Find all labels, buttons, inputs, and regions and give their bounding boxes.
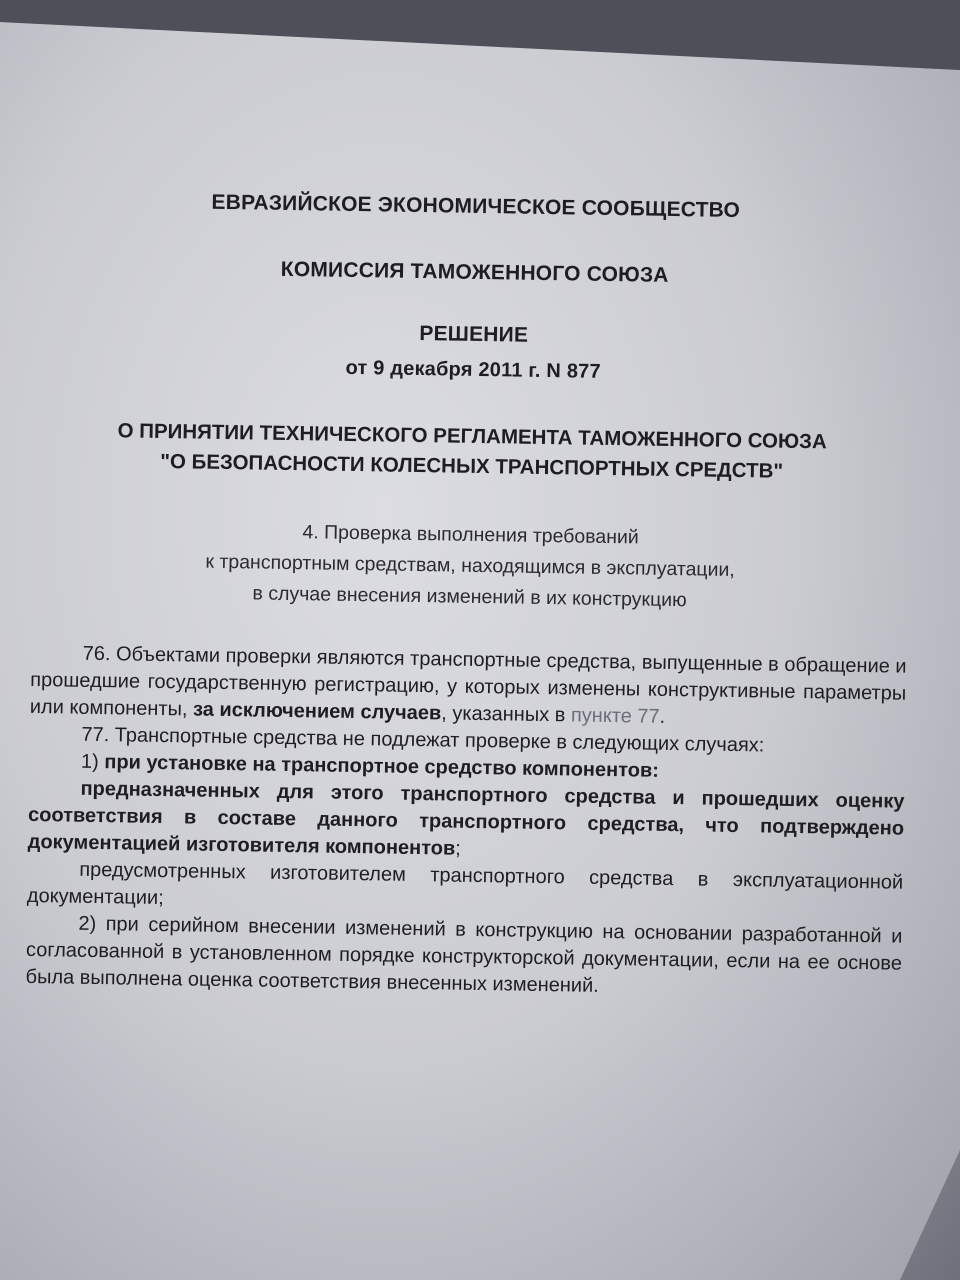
p76-end: . (659, 705, 666, 728)
section-line-3: в случае внесения изменений в их конструкцию (252, 582, 687, 612)
item-1a (28, 775, 905, 870)
item1a-end: ; (455, 837, 462, 860)
item1-bold: при установке на транспортное средство компонентов: (104, 751, 660, 782)
section-heading (31, 513, 908, 620)
paragraph-77: 77. Транспортные средства не подлежат проверке в следующих случаях: (81, 723, 765, 757)
p76-bold: за исключением случаев (192, 698, 442, 725)
document-title (33, 415, 910, 489)
section-line-2: к транспортным средствам, находящимся в эксплуатации, (205, 550, 735, 581)
organization-heading: ЕВРАЗИЙСКОЕ ЭКОНОМИЧЕСКОЕ СООБЩЕСТВО (211, 190, 741, 223)
commission-heading: КОМИССИЯ ТАМОЖЕННОГО СОЮЗА (280, 257, 669, 287)
title-line-2: "О БЕЗОПАСНОСТИ КОЛЕСНЫХ ТРАНСПОРТНЫХ СРЕДСТВ" (160, 449, 784, 483)
document-body (25, 640, 906, 1005)
paragraph-76 (30, 640, 907, 735)
item-2: 2) при серийном внесении изменений в конструкцию на основании разработанной и согласованной в установленном порядке конструкторской документации, если на ее основе была выполнена оценка соответствия внесенных изменений. (25, 912, 903, 997)
decision-date: от 9 декабря 2011 г. N 877 (345, 356, 601, 383)
decision-label: РЕШЕНИЕ (419, 322, 529, 347)
title-line-1: О ПРИНЯТИИ ТЕХНИЧЕСКОГО РЕГЛАМЕНТА ТАМОЖЕННОГО СОЮЗА (117, 419, 827, 454)
p76-text: 76. Объектами проверки являются транспортные средства, выпущенные в обращение и прошедшие государственную регистрацию, у которых изменены конструктивные параметры или компоненты, (29, 642, 907, 721)
p76-after: , указанных в (441, 702, 572, 727)
section-line-1: 4. Проверка выполнения требований (302, 521, 639, 549)
item1a-bold: предназначенных для этого транспортного средства и прошедших оценку соответствия в составе данного транспортного средства, что подтверждено документацией изготовителя компонентов (27, 777, 905, 860)
item1-number: 1) (80, 750, 105, 774)
document-content (25, 188, 914, 1005)
link-punkt-77[interactable]: пункте 77 (570, 704, 660, 728)
item-1b: предусмотренных изготовителем транспортного средства в эксплуатационной документации; (26, 858, 904, 910)
